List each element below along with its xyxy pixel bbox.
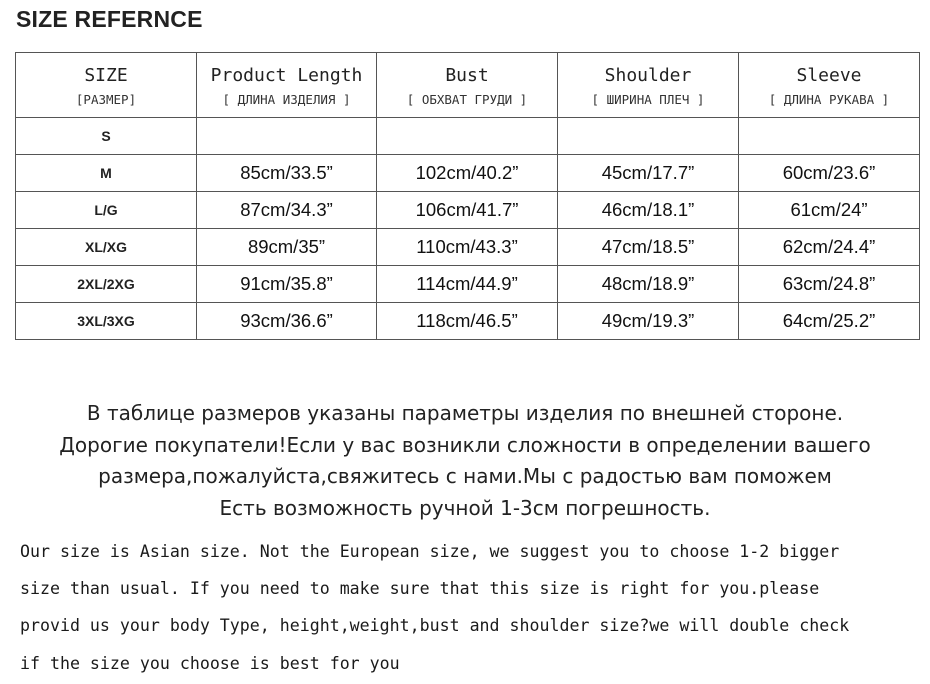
header-shoulder: [558, 53, 739, 118]
sleeve-cell: 60cm/23.6”: [739, 155, 920, 192]
table-row: [16, 155, 920, 192]
product-length-cell: 85cm/33.5”: [197, 155, 377, 192]
size-cell: XL/XG: [16, 229, 197, 266]
shoulder-cell: 47cm/18.5”: [558, 229, 739, 266]
header-product-length-sublabel: [ ДЛИНА ИЗДЕЛИЯ ]: [222, 92, 351, 107]
shoulder-cell: [558, 118, 739, 155]
table-row: [16, 266, 920, 303]
sleeve-cell: [739, 118, 920, 155]
product-length-cell: 89cm/35”: [197, 229, 377, 266]
size-cell: L/G: [16, 192, 197, 229]
header-sleeve-sublabel: [ ДЛИНА РУКАВА ]: [768, 92, 890, 107]
bust-cell: 118cm/46.5”: [377, 303, 558, 340]
table-row: [16, 229, 920, 266]
product-length-cell: [197, 118, 377, 155]
size-cell: M: [16, 155, 197, 192]
size-cell: S: [16, 118, 197, 155]
product-length-cell: 93cm/36.6”: [197, 303, 377, 340]
english-note-line: if the size you choose is best for you: [20, 653, 400, 673]
bust-cell: 106cm/41.7”: [377, 192, 558, 229]
header-product-length-label: Product Length: [210, 65, 363, 86]
russian-note-line: В таблице размеров указаны параметры изделия по внешней стороне.: [86, 401, 844, 425]
russian-note: [0, 398, 930, 524]
header-shoulder-sublabel: [ ШИРИНА ПЛЕЧ ]: [591, 92, 705, 107]
size-cell: 3XL/3XG: [16, 303, 197, 340]
header-bust-label: Bust: [445, 65, 489, 86]
russian-note-line: размера,пожалуйста,свяжитесь с нами.Мы с радостью вам поможем: [98, 464, 832, 488]
header-sleeve: [739, 53, 920, 118]
header-size-label: SIZE: [84, 65, 128, 86]
sleeve-cell: 62cm/24.4”: [739, 229, 920, 266]
size-chart-table: [15, 52, 920, 340]
header-bust-sublabel: [ ОБХВАТ ГРУДИ ]: [406, 92, 528, 107]
header-shoulder-label: Shoulder: [604, 65, 692, 86]
sleeve-cell: 63cm/24.8”: [739, 266, 920, 303]
sleeve-cell: 64cm/25.2”: [739, 303, 920, 340]
size-cell: 2XL/2XG: [16, 266, 197, 303]
product-length-cell: 91cm/35.8”: [197, 266, 377, 303]
shoulder-cell: 45cm/17.7”: [558, 155, 739, 192]
english-note-line: Our size is Asian size. Not the European size, we suggest you to choose 1-2 bigger: [20, 542, 840, 561]
product-length-cell: 87cm/34.3”: [197, 192, 377, 229]
header-size: [16, 53, 197, 118]
page-title: SIZE REFERNCE: [16, 6, 203, 32]
header-bust: [377, 53, 558, 118]
header-row: [16, 53, 920, 118]
shoulder-cell: 48cm/18.9”: [558, 266, 739, 303]
shoulder-cell: 46cm/18.1”: [558, 192, 739, 229]
russian-note-line: Есть возможность ручной 1-3см погрешность.: [219, 495, 711, 520]
russian-note-line: Дорогие покупатели!Если у вас возникли сложности в определении вашего: [59, 432, 871, 457]
sleeve-cell: 61cm/24”: [739, 192, 920, 229]
bust-cell: 110cm/43.3”: [377, 229, 558, 266]
english-note-line: size than usual. If you need to make sure that this size is right for you.please: [20, 579, 820, 599]
english-note-line: provid us your body Type, height,weight,bust and shoulder size?we will double check: [20, 616, 850, 636]
english-note: [20, 533, 920, 682]
shoulder-cell: 49cm/19.3”: [558, 303, 739, 340]
bust-cell: 102cm/40.2”: [377, 155, 558, 192]
header-sleeve-label: Sleeve: [796, 65, 862, 86]
header-product-length: [197, 53, 377, 118]
table-row: [16, 118, 920, 155]
table-row: [16, 192, 920, 229]
table-row: [16, 303, 920, 340]
bust-cell: 114cm/44.9”: [377, 266, 558, 303]
header-size-sublabel: [РАЗМЕР]: [75, 92, 137, 107]
bust-cell: [377, 118, 558, 155]
